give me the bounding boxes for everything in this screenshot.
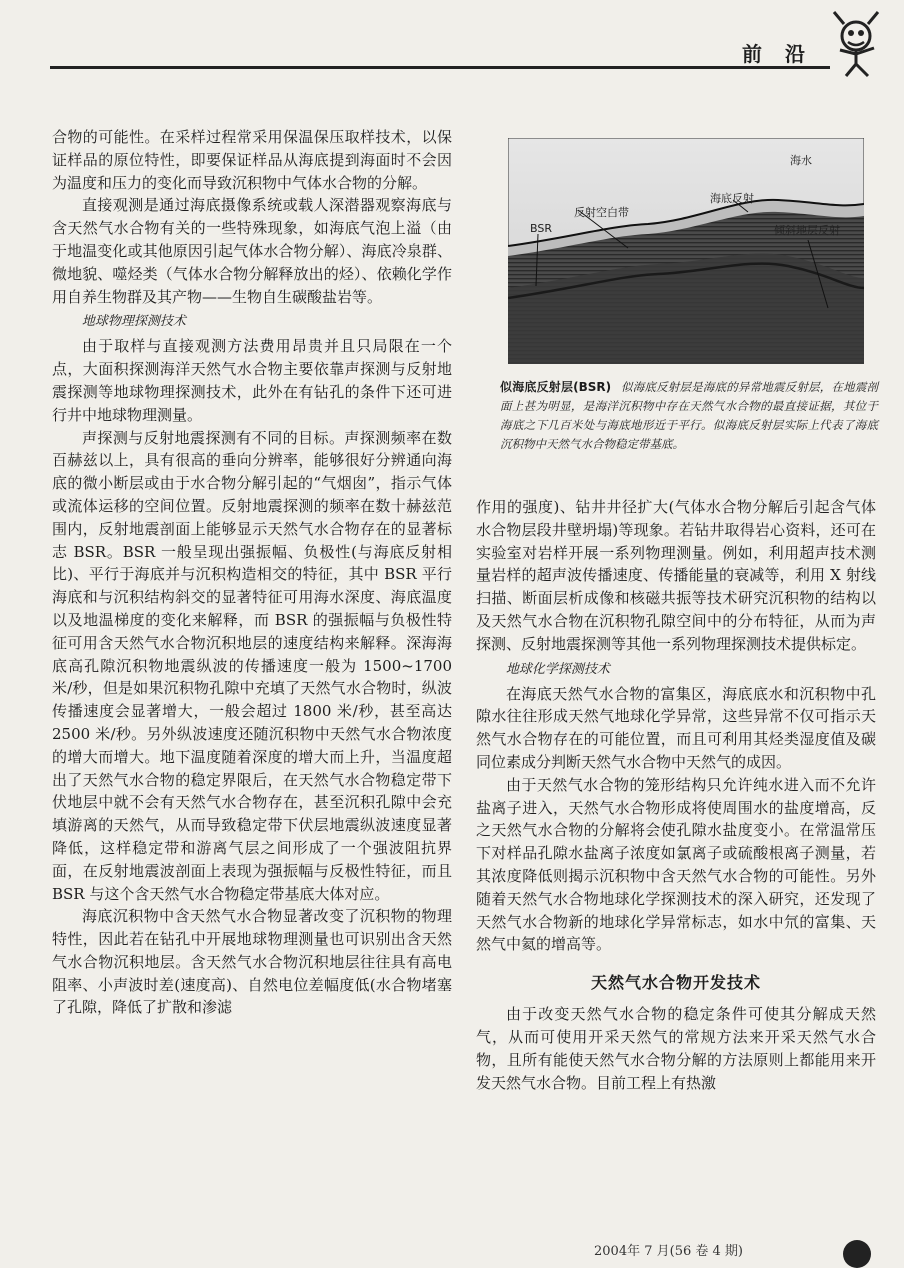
paragraph: 在海底天然气水合物的富集区，海底底水和沉积物中孔隙水往往形成天然气地球化学异常，这些异常不仅可指示天然气水合物存在的可能位置，而且可利用其烃类湿度值及碳同位素成分判断天然气水合物中天然气的成因。: [476, 684, 876, 771]
header-rule: [50, 66, 830, 69]
seismic-profile-image: [508, 138, 864, 364]
paragraph: 由于取样与直接观测方法费用昂贵并且只局限在一个点，大面积探测海洋天然气水合物主要依靠声探测与反射地震探测等地球物理探测技术，此外在有钻孔的条件下还可进行井中地球物理测量。: [52, 337, 452, 424]
label-blank-zone: 反射空白带: [574, 206, 629, 219]
seismic-profile-figure: [508, 138, 864, 364]
section-heading: 天然气水合物开发技术: [590, 973, 761, 993]
label-bsr: BSR: [530, 222, 552, 235]
page-number-badge: [843, 1240, 871, 1268]
mascot-logo: [818, 6, 892, 80]
paragraph: 海底沉积物中含天然气水合物显著改变了沉积物的物理特性，因此若在钻孔中开展地球物理测量也可识别出含天然气水合物沉积地层。含天然气水合物沉积地层往往具有高电阻率、小声波时差(速度高)、自然电位差幅度低(水合物堵塞了孔隙，降低了扩散和渗滤: [52, 907, 452, 1017]
paragraph: 由于天然气水合物的笼形结构只允许纯水进入而不允许盐离子进入，天然气水合物形成将使周围水的盐度增高，反之天然气水合物的分解将会使孔隙水盐度变小。在常温常压下对样品孔隙水盐离子浓度如氯离子或硫酸根离子测量，若其浓度降低则揭示沉积物中含天然气水合物的可能性。另外随着天然气水合物地球化学探测技术的深入研究，还发现了天然气水合物新的地球化学异常标志，如水中氘的富集、天然气中氦的增高等。: [476, 775, 876, 954]
subsection-heading: 地球物理探测技术: [81, 314, 186, 330]
right-column: [476, 496, 876, 1094]
left-column: [52, 126, 452, 1019]
paragraph: 由于改变天然气水合物的稳定条件可使其分解成天然气，从而可使用开采天然气的常规方法来开采天然气水合物，且所有能使天然气水合物分解的方法原则上都能用来开发天然气水合物。目前工程上有热激: [476, 1005, 876, 1092]
caption-text: 似海底反射层是海底的异常地震反射层，在地震剖面上甚为明显，是海洋沉积物中存在天然气水合物的最直接证据，其位于海底之下几百米处与海底地形近于平行。似海底反射层实际上代表了海底沉积物中天然气水合物稳定带基底。: [500, 380, 879, 451]
label-seawater: 海水: [790, 154, 812, 167]
label-dipping-reflection: 倾斜地层反射: [774, 224, 840, 237]
subsection-heading: 地球化学探测技术: [505, 661, 610, 677]
header-title: 前 沿: [742, 42, 813, 66]
caption-title: 似海底反射层(BSR): [500, 380, 612, 394]
paragraph: 合物的可能性。在采样过程常采用保温保压取样技术，以保证样品的原位特性，即要保证样品从海底提到海面时不会因为温度和压力的变化而导致沉积物中气体水合物的分解。: [52, 128, 452, 192]
label-seafloor-reflection: 海底反射: [710, 192, 754, 205]
paragraph: 声探测与反射地震探测有不同的目标。声探测频率在数百赫兹以上，具有很高的垂向分辨率，能够很好分辨通向海底的微小断层或由于水合物分解引起的“气烟囱”，指示气体或流体运移的空间位置。反射地震探测的频率在数十赫兹范围内，反射地震剖面上能够显示天然气水合物存在的显著标志 BSR。BSR 一般呈现出强振幅、负极性(与海底反射相比)、平行于海底并与沉积构造相交的特征，其中 BSR 平行海底和与沉积结构斜交的显著特征可用海水深度、海底温度以及地温梯度的变化来解释，而 BSR 的强振幅与负极性特征可用含天然气水合物沉积地层的速度结构来解释。深海海底高孔隙沉积物地震纵波的传播速度一般为 1500~1700 米/秒，但是如果沉积物孔隙中充填了天然气水合物时，纵波传播速度会显著增大，一般会超过 1800 米/秒，甚至高达 2500 米/秒。另外纵波速度还随沉积物中天然气水合物浓度的增大而增大。地下温度随着深度的增大而上升，当温度超出了天然气水合物的稳定界限后，在天然气水合物稳定带下伏地层中就不会有天然气水合物存在，甚至沉积孔隙中会充填游离的天然气，从而导致稳定带下伏层地震纵波速度显著降低，这样稳定带和游离气层之间形成了一个强波阻抗界面，在反射地震波剖面上表现为强振幅与反极性特征，而且 BSR 与这个含天然气水合物稳定带基底大体对应。: [52, 428, 452, 903]
paragraph: 作用的强度)、钻井井径扩大(气体水合物分解后引起含气体水合物层段井壁坍塌)等现象。若钻井取得岩心资料，还可在实验室对岩样开展一系列物理测量。例如，利用超声技术测量岩样的超声波传播速度、传播能量的衰减等，利用 X 射线扫描、断面层析成像和核磁共振等技术研究沉积物的结构以及天然气水合物在沉积物孔隙空间中的分布特征，从而为声探测、反射地震探测等其他一系列物理探测技术提供标定。: [476, 498, 876, 653]
issue-footer: 2004年 7 月(56 卷 4 期): [594, 1244, 743, 1259]
figure-caption: [500, 378, 878, 454]
paragraph: 直接观测是通过海底摄像系统或载人深潜器观察海底与含天然气水合物有关的一些特殊现象，如海底气泡上溢（由于地温变化或其他原因引起气体水合物分解）、海底冷泉群、微地貌、噬烃类（气体水合物分解释放出的烃）、依赖化学作用自养生物群及其产物——生物自生碳酸盐岩等。: [52, 196, 452, 306]
